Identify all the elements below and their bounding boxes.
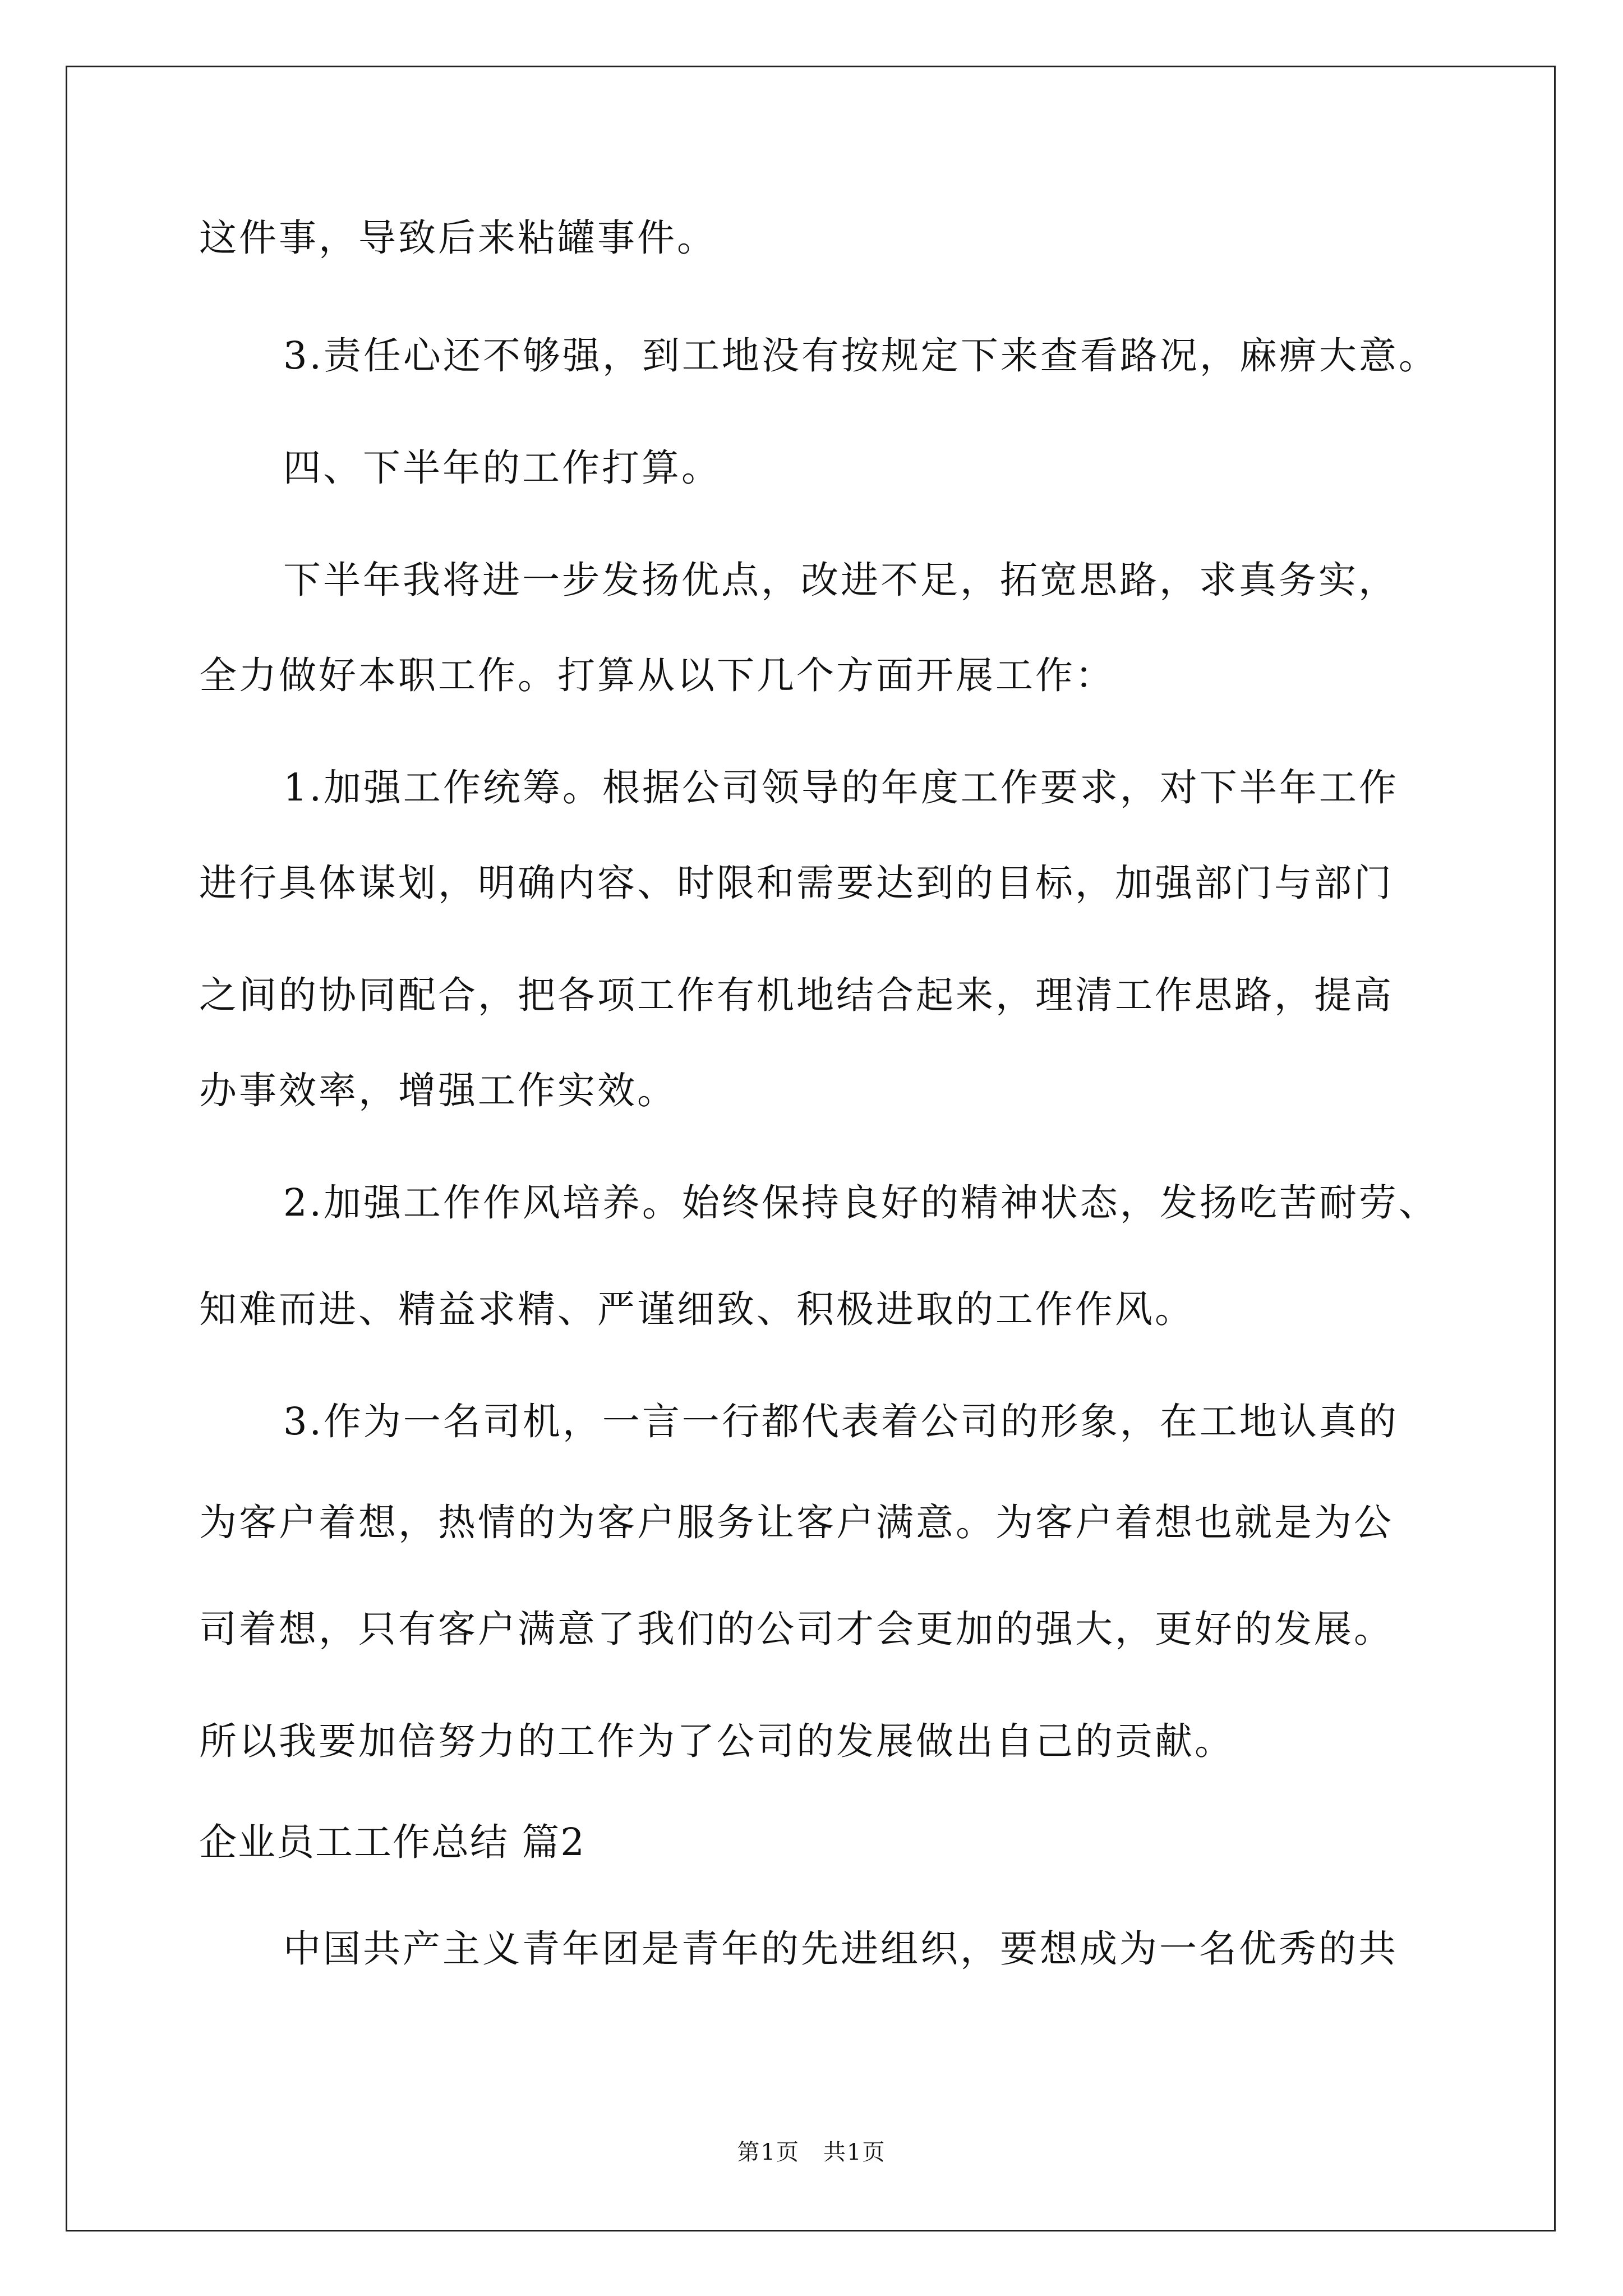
- body-text-line: 所以我要加倍努力的工作为了公司的发展做出自己的贡献。: [199, 1719, 1234, 1763]
- body-text-line: 知难而进、精益求精、严谨细致、积极进取的工作作风。: [199, 1287, 1195, 1331]
- body-text-line: 之间的协同配合，把各项工作有机地结合起来，理清工作思路，提高: [199, 973, 1394, 1017]
- body-text-line: 全力做好本职工作。打算从以下几个方面开展工作：: [199, 654, 1115, 697]
- page-border: [66, 66, 1556, 2231]
- body-text-line: 3.责任心还不够强，到工地没有按规定下来查看路况，麻痹大意。: [283, 334, 1438, 378]
- body-text-line: 司着想，只有客户满意了我们的公司才会更加的强大，更好的发展。: [199, 1607, 1394, 1651]
- page-footer: 第1页 共1页: [737, 2139, 886, 2165]
- body-text-line: 下半年我将进一步发扬优点，改进不足，拓宽思路，求真务实，: [283, 558, 1398, 602]
- body-text-line: 1.加强工作统筹。根据公司领导的年度工作要求，对下半年工作: [283, 766, 1399, 809]
- body-text-line: 中国共产主义青年团是青年的先进组织，要想成为一名优秀的共: [283, 1927, 1398, 1971]
- section-heading: 四、下半年的工作打算。: [283, 446, 721, 490]
- body-text-line: 这件事，导致后来粘罐事件。: [199, 216, 717, 260]
- body-text-line: 3.作为一名司机，一言一行都代表着公司的形象，在工地认真的: [283, 1400, 1399, 1443]
- body-text-line: 办事效率，增强工作实效。: [199, 1069, 677, 1112]
- article-subtitle: 企业员工工作总结 篇2: [199, 1820, 585, 1864]
- body-text-line: 为客户着想，热情的为客户服务让客户满意。为客户着想也就是为公: [199, 1501, 1394, 1544]
- body-text-line: 2.加强工作作风培养。始终保持良好的精神状态，发扬吃苦耐劳、: [283, 1181, 1438, 1225]
- body-text-line: 进行具体谋划，明确内容、时限和需要达到的目标，加强部门与部门: [199, 861, 1394, 905]
